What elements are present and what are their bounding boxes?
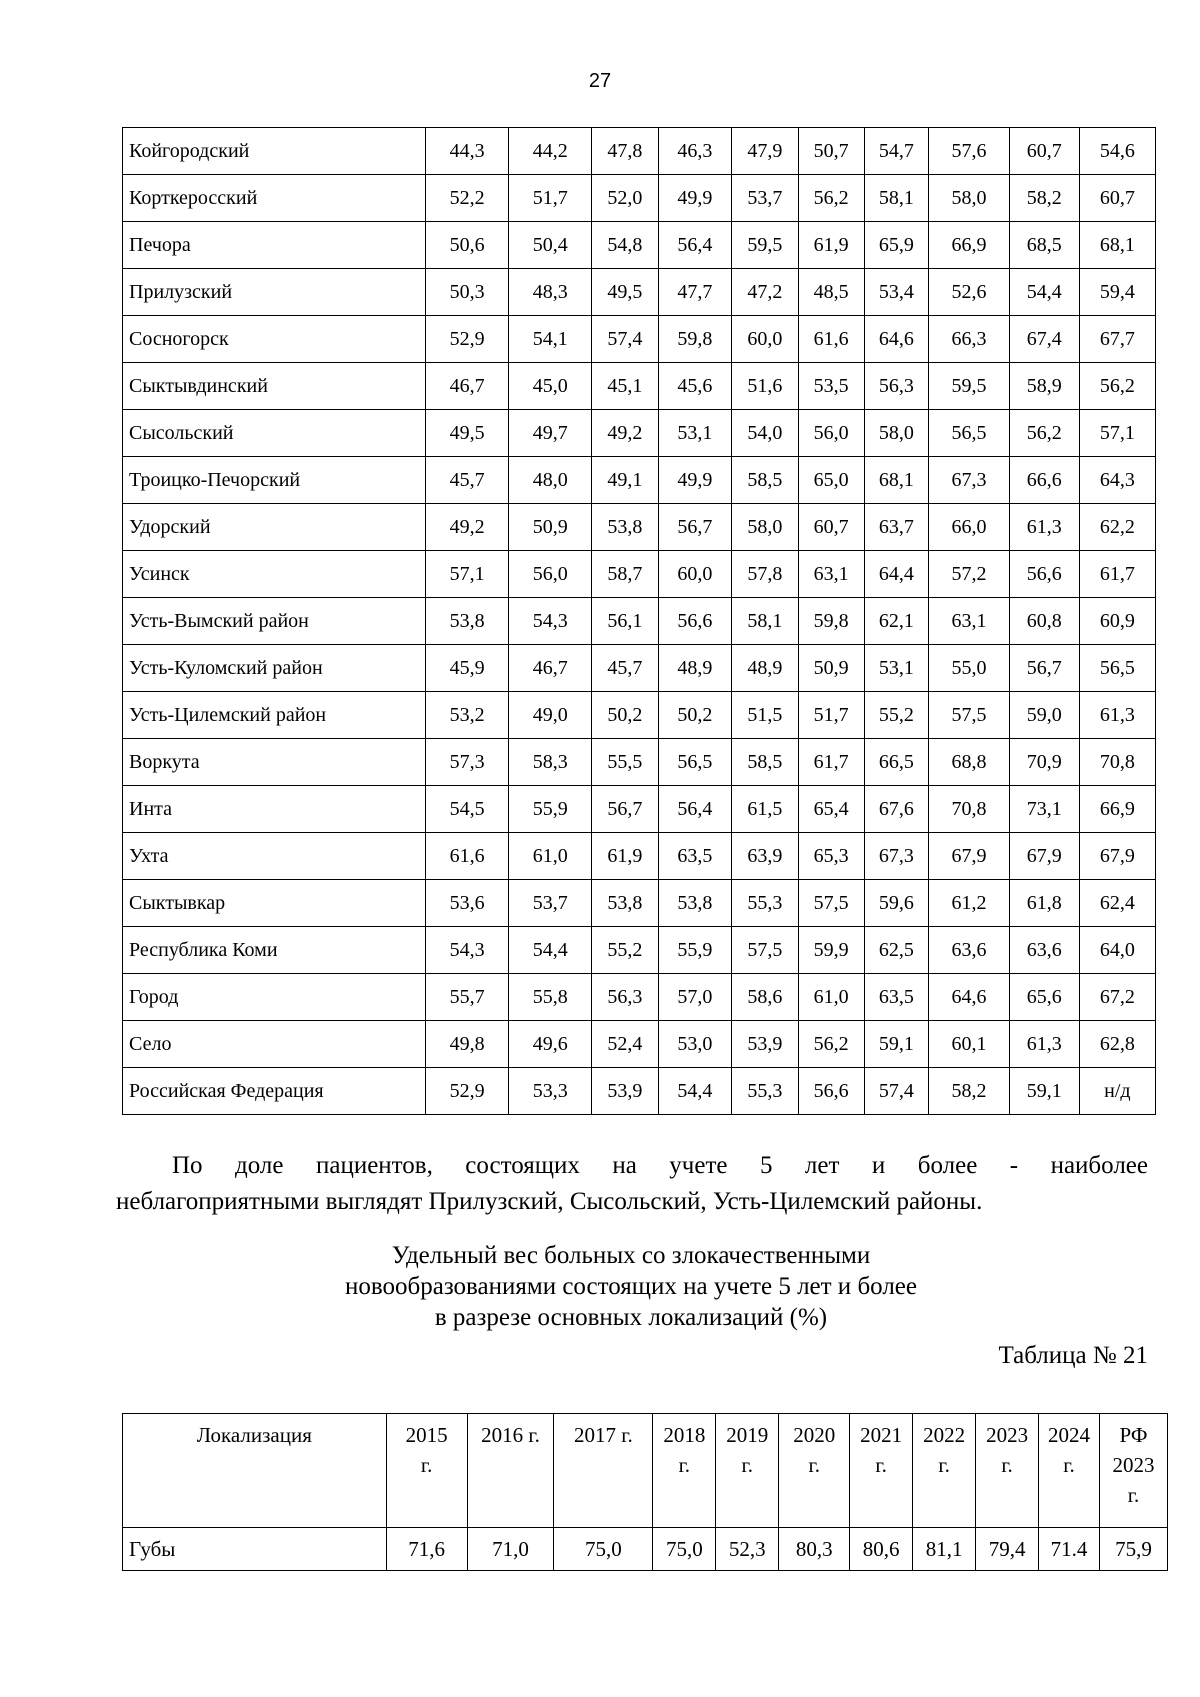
district-name: Усинск (123, 551, 426, 598)
table-row (123, 504, 1156, 551)
value-cell: 50,9 (798, 645, 864, 692)
value-cell: 53,5 (798, 363, 864, 410)
value-cell: 58,7 (591, 551, 658, 598)
value-cell: 60,7 (1079, 175, 1155, 222)
value-cell: 67,4 (1009, 316, 1079, 363)
value-cell: н/д (1079, 1068, 1155, 1115)
value-cell: 62,5 (864, 927, 929, 974)
value-cell: 58,3 (509, 739, 592, 786)
value-cell: 54,0 (731, 410, 798, 457)
value-cell: 60,9 (1079, 598, 1155, 645)
value-cell: 55,5 (591, 739, 658, 786)
table-row (123, 316, 1156, 363)
value-cell: 56,4 (658, 786, 731, 833)
value-cell: 54,5 (425, 786, 509, 833)
value-cell: 48,0 (509, 457, 592, 504)
value-cell: 55,3 (731, 1068, 798, 1115)
value-cell: 62,4 (1079, 880, 1155, 927)
value-cell: 46,7 (509, 645, 592, 692)
value-cell: 58,9 (1009, 363, 1079, 410)
value-cell: 61,3 (1009, 1021, 1079, 1068)
localization-header: Локализация (123, 1414, 387, 1528)
value-cell: 66,0 (929, 504, 1009, 551)
paragraph (116, 1148, 1148, 1220)
value-cell: 53,8 (591, 880, 658, 927)
table-caption-line-3: в разрезе основных локализаций (%) (434, 1304, 828, 1331)
value-cell: 53,7 (509, 880, 592, 927)
value-cell: 61,5 (731, 786, 798, 833)
value-cell: 59,1 (1009, 1068, 1079, 1115)
value-cell: 57,8 (731, 551, 798, 598)
value-cell: 71,6 (386, 1528, 467, 1571)
value-cell: 56,6 (798, 1068, 864, 1115)
year-header: 2017 г. (554, 1414, 653, 1528)
value-cell: 55,9 (509, 786, 592, 833)
value-cell: 63,1 (798, 551, 864, 598)
value-cell: 55,2 (591, 927, 658, 974)
value-cell: 55,8 (509, 974, 592, 1021)
value-cell: 59,8 (658, 316, 731, 363)
value-cell: 56,0 (509, 551, 592, 598)
district-name: Корткеросский (123, 175, 426, 222)
value-cell: 53,8 (425, 598, 509, 645)
value-cell: 49,9 (658, 457, 731, 504)
district-name: Койгородский (123, 128, 426, 175)
table-row (123, 1021, 1156, 1068)
value-cell: 44,3 (425, 128, 509, 175)
value-cell: 63,1 (929, 598, 1009, 645)
value-cell: 58,1 (864, 175, 929, 222)
value-cell: 53,6 (425, 880, 509, 927)
value-cell: 71,0 (467, 1528, 554, 1571)
value-cell: 64,0 (1079, 927, 1155, 974)
value-cell: 55,3 (731, 880, 798, 927)
value-cell: 67,3 (929, 457, 1009, 504)
value-cell: 58,5 (731, 739, 798, 786)
value-cell: 58,2 (929, 1068, 1009, 1115)
localization-table (122, 1413, 1168, 1571)
value-cell: 50,9 (509, 504, 592, 551)
value-cell: 59,4 (1079, 269, 1155, 316)
value-cell: 57,1 (425, 551, 509, 598)
value-cell: 65,3 (798, 833, 864, 880)
value-cell: 63,7 (864, 504, 929, 551)
value-cell: 57,2 (929, 551, 1009, 598)
value-cell: 64,6 (929, 974, 1009, 1021)
value-cell: 49,0 (509, 692, 592, 739)
value-cell: 47,7 (658, 269, 731, 316)
value-cell: 59,5 (731, 222, 798, 269)
value-cell: 46,3 (658, 128, 731, 175)
value-cell: 68,1 (1079, 222, 1155, 269)
value-cell: 58,0 (731, 504, 798, 551)
value-cell: 45,9 (425, 645, 509, 692)
value-cell: 56,2 (798, 1021, 864, 1068)
value-cell: 53,1 (658, 410, 731, 457)
value-cell: 57,4 (864, 1068, 929, 1115)
header-row (123, 1414, 1168, 1528)
district-name: Воркута (123, 739, 426, 786)
table-row (123, 363, 1156, 410)
value-cell: 53,9 (591, 1068, 658, 1115)
value-cell: 60,0 (731, 316, 798, 363)
value-cell: 55,9 (658, 927, 731, 974)
value-cell: 75,0 (653, 1528, 716, 1571)
value-cell: 58,5 (731, 457, 798, 504)
table-row (123, 739, 1156, 786)
value-cell: 50,2 (591, 692, 658, 739)
table-row (123, 457, 1156, 504)
value-cell: 61,3 (1009, 504, 1079, 551)
value-cell: 51,5 (731, 692, 798, 739)
value-cell: 61,6 (798, 316, 864, 363)
table-caption-line-1: Удельный вес больных со злокачественными (391, 1242, 871, 1269)
table-row (123, 1068, 1156, 1115)
value-cell: 52,3 (716, 1528, 779, 1571)
district-name: Ухта (123, 833, 426, 880)
value-cell: 48,3 (509, 269, 592, 316)
value-cell: 48,9 (731, 645, 798, 692)
value-cell: 52,9 (425, 316, 509, 363)
value-cell: 67,2 (1079, 974, 1155, 1021)
value-cell: 55,0 (929, 645, 1009, 692)
value-cell: 56,7 (1009, 645, 1079, 692)
table-row (123, 645, 1156, 692)
table-number: Таблица № 21 (998, 1342, 1148, 1369)
table-row (123, 175, 1156, 222)
value-cell: 56,5 (658, 739, 731, 786)
value-cell: 67,9 (1009, 833, 1079, 880)
value-cell: 51,7 (798, 692, 864, 739)
value-cell: 46,7 (425, 363, 509, 410)
district-name: Сосногорск (123, 316, 426, 363)
value-cell: 56,0 (798, 410, 864, 457)
value-cell: 56,5 (929, 410, 1009, 457)
year-header: 2019 г. (716, 1414, 779, 1528)
value-cell: 79,4 (976, 1528, 1039, 1571)
value-cell: 57,6 (929, 128, 1009, 175)
value-cell: 54,8 (591, 222, 658, 269)
value-cell: 49,2 (591, 410, 658, 457)
district-name: Усть-Куломский район (123, 645, 426, 692)
district-name: Печора (123, 222, 426, 269)
value-cell: 49,7 (509, 410, 592, 457)
table-row (123, 222, 1156, 269)
table-row (123, 1528, 1168, 1571)
value-cell: 67,9 (929, 833, 1009, 880)
value-cell: 53,3 (509, 1068, 592, 1115)
value-cell: 61,9 (798, 222, 864, 269)
value-cell: 52,6 (929, 269, 1009, 316)
value-cell: 70,8 (1079, 739, 1155, 786)
value-cell: 54,4 (658, 1068, 731, 1115)
value-cell: 49,2 (425, 504, 509, 551)
value-cell: 61,0 (798, 974, 864, 1021)
year-header: 2020 г. (779, 1414, 850, 1528)
value-cell: 58,2 (1009, 175, 1079, 222)
table-row (123, 410, 1156, 457)
value-cell: 54,7 (864, 128, 929, 175)
year-header: 2015 г. (386, 1414, 467, 1528)
value-cell: 54,4 (1009, 269, 1079, 316)
value-cell: 58,1 (731, 598, 798, 645)
value-cell: 75,9 (1100, 1528, 1168, 1571)
value-cell: 53,8 (591, 504, 658, 551)
table-row (123, 786, 1156, 833)
value-cell: 59,1 (864, 1021, 929, 1068)
value-cell: 56,7 (658, 504, 731, 551)
value-cell: 66,9 (929, 222, 1009, 269)
value-cell: 53,0 (658, 1021, 731, 1068)
value-cell: 47,2 (731, 269, 798, 316)
value-cell: 49,8 (425, 1021, 509, 1068)
value-cell: 75,0 (554, 1528, 653, 1571)
value-cell: 61,8 (1009, 880, 1079, 927)
value-cell: 57,5 (731, 927, 798, 974)
district-name: Село (123, 1021, 426, 1068)
value-cell: 57,0 (658, 974, 731, 1021)
table-row (123, 598, 1156, 645)
value-cell: 56,3 (864, 363, 929, 410)
value-cell: 50,7 (798, 128, 864, 175)
value-cell: 55,2 (864, 692, 929, 739)
year-header: 2022 г. (913, 1414, 976, 1528)
value-cell: 51,6 (731, 363, 798, 410)
value-cell: 61,7 (1079, 551, 1155, 598)
value-cell: 45,1 (591, 363, 658, 410)
value-cell: 61,0 (509, 833, 592, 880)
district-name: Прилузский (123, 269, 426, 316)
value-cell: 52,4 (591, 1021, 658, 1068)
value-cell: 62,1 (864, 598, 929, 645)
districts-table (122, 127, 1156, 1115)
value-cell: 56,2 (1009, 410, 1079, 457)
value-cell: 56,6 (658, 598, 731, 645)
value-cell: 80,3 (779, 1528, 850, 1571)
value-cell: 54,3 (509, 598, 592, 645)
value-cell: 45,6 (658, 363, 731, 410)
value-cell: 50,4 (509, 222, 592, 269)
value-cell: 53,9 (731, 1021, 798, 1068)
value-cell: 81,1 (913, 1528, 976, 1571)
value-cell: 45,7 (591, 645, 658, 692)
value-cell: 65,9 (864, 222, 929, 269)
value-cell: 55,7 (425, 974, 509, 1021)
value-cell: 61,9 (591, 833, 658, 880)
value-cell: 68,5 (1009, 222, 1079, 269)
year-header: 2018 г. (653, 1414, 716, 1528)
value-cell: 50,3 (425, 269, 509, 316)
paragraph-line-2: неблагоприятными выглядят Прилузский, Сысольский, Усть-Цилемский районы. (116, 1188, 983, 1215)
value-cell: 44,2 (509, 128, 592, 175)
district-name: Сыктывкар (123, 880, 426, 927)
value-cell: 49,5 (591, 269, 658, 316)
value-cell: 65,0 (798, 457, 864, 504)
value-cell: 73,1 (1009, 786, 1079, 833)
value-cell: 57,5 (929, 692, 1009, 739)
table-row (123, 927, 1156, 974)
district-name: Сыктывдинский (123, 363, 426, 410)
value-cell: 53,7 (731, 175, 798, 222)
value-cell: 45,0 (509, 363, 592, 410)
value-cell: 47,9 (731, 128, 798, 175)
value-cell: 57,3 (425, 739, 509, 786)
value-cell: 60,7 (1009, 128, 1079, 175)
value-cell: 66,5 (864, 739, 929, 786)
value-cell: 47,8 (591, 128, 658, 175)
year-header: РФ 2023 г. (1100, 1414, 1168, 1528)
value-cell: 70,8 (929, 786, 1009, 833)
value-cell: 49,5 (425, 410, 509, 457)
value-cell: 53,8 (658, 880, 731, 927)
value-cell: 58,6 (731, 974, 798, 1021)
district-name: Республика Коми (123, 927, 426, 974)
value-cell: 50,6 (425, 222, 509, 269)
value-cell: 56,2 (1079, 363, 1155, 410)
value-cell: 60,8 (1009, 598, 1079, 645)
value-cell: 80,6 (850, 1528, 913, 1571)
value-cell: 54,1 (509, 316, 592, 363)
paragraph-line-1: По доле пациентов, состоящих на учете 5 лет и более - наиболее (172, 1152, 1148, 1179)
year-header: 2016 г. (467, 1414, 554, 1528)
value-cell: 68,8 (929, 739, 1009, 786)
year-header: 2021 г. (850, 1414, 913, 1528)
value-cell: 67,7 (1079, 316, 1155, 363)
value-cell: 57,5 (798, 880, 864, 927)
value-cell: 56,4 (658, 222, 731, 269)
value-cell: 56,7 (591, 786, 658, 833)
value-cell: 49,9 (658, 175, 731, 222)
table-row (123, 551, 1156, 598)
value-cell: 60,0 (658, 551, 731, 598)
value-cell: 67,6 (864, 786, 929, 833)
value-cell: 59,0 (1009, 692, 1079, 739)
value-cell: 58,0 (864, 410, 929, 457)
value-cell: 63,6 (929, 927, 1009, 974)
value-cell: 65,4 (798, 786, 864, 833)
value-cell: 52,0 (591, 175, 658, 222)
value-cell: 61,2 (929, 880, 1009, 927)
value-cell: 63,6 (1009, 927, 1079, 974)
value-cell: 49,1 (591, 457, 658, 504)
value-cell: 53,4 (864, 269, 929, 316)
value-cell: 68,1 (864, 457, 929, 504)
page-number: 27 (588, 70, 612, 92)
value-cell: 63,5 (864, 974, 929, 1021)
value-cell: 59,9 (798, 927, 864, 974)
value-cell: 60,1 (929, 1021, 1009, 1068)
table-row (123, 692, 1156, 739)
value-cell: 63,9 (731, 833, 798, 880)
district-name: Троицко-Печорский (123, 457, 426, 504)
localization-name: Губы (123, 1528, 387, 1571)
table-row (123, 128, 1156, 175)
table-caption-line-2: новообразованиями состоящих на учете 5 лет и более (345, 1273, 917, 1300)
value-cell: 53,2 (425, 692, 509, 739)
value-cell: 49,6 (509, 1021, 592, 1068)
district-name: Усть-Цилемский район (123, 692, 426, 739)
value-cell: 70,9 (1009, 739, 1079, 786)
value-cell: 51,7 (509, 175, 592, 222)
value-cell: 57,4 (591, 316, 658, 363)
value-cell: 66,3 (929, 316, 1009, 363)
year-header: 2024 г. (1039, 1414, 1100, 1528)
value-cell: 48,9 (658, 645, 731, 692)
district-name: Инта (123, 786, 426, 833)
value-cell: 45,7 (425, 457, 509, 504)
table-row (123, 880, 1156, 927)
value-cell: 57,1 (1079, 410, 1155, 457)
value-cell: 62,8 (1079, 1021, 1155, 1068)
table-row (123, 833, 1156, 880)
value-cell: 64,4 (864, 551, 929, 598)
value-cell: 52,9 (425, 1068, 509, 1115)
value-cell: 71.4 (1039, 1528, 1100, 1571)
value-cell: 62,2 (1079, 504, 1155, 551)
district-name: Город (123, 974, 426, 1021)
table-row (123, 974, 1156, 1021)
value-cell: 60,7 (798, 504, 864, 551)
value-cell: 59,5 (929, 363, 1009, 410)
value-cell: 66,6 (1009, 457, 1079, 504)
value-cell: 66,9 (1079, 786, 1155, 833)
district-name: Усть-Вымский район (123, 598, 426, 645)
value-cell: 67,3 (864, 833, 929, 880)
value-cell: 52,2 (425, 175, 509, 222)
value-cell: 56,5 (1079, 645, 1155, 692)
value-cell: 58,0 (929, 175, 1009, 222)
value-cell: 61,3 (1079, 692, 1155, 739)
value-cell: 56,1 (591, 598, 658, 645)
value-cell: 56,6 (1009, 551, 1079, 598)
value-cell: 64,6 (864, 316, 929, 363)
value-cell: 64,3 (1079, 457, 1155, 504)
value-cell: 61,7 (798, 739, 864, 786)
district-name: Сысольский (123, 410, 426, 457)
table-row (123, 269, 1156, 316)
value-cell: 50,2 (658, 692, 731, 739)
value-cell: 54,4 (509, 927, 592, 974)
value-cell: 48,5 (798, 269, 864, 316)
value-cell: 53,1 (864, 645, 929, 692)
value-cell: 63,5 (658, 833, 731, 880)
value-cell: 54,6 (1079, 128, 1155, 175)
district-name: Российская Федерация (123, 1068, 426, 1115)
value-cell: 56,2 (798, 175, 864, 222)
value-cell: 61,6 (425, 833, 509, 880)
district-name: Удорский (123, 504, 426, 551)
value-cell: 56,3 (591, 974, 658, 1021)
value-cell: 54,3 (425, 927, 509, 974)
value-cell: 65,6 (1009, 974, 1079, 1021)
value-cell: 67,9 (1079, 833, 1155, 880)
value-cell: 59,6 (864, 880, 929, 927)
value-cell: 59,8 (798, 598, 864, 645)
year-header: 2023 г. (976, 1414, 1039, 1528)
